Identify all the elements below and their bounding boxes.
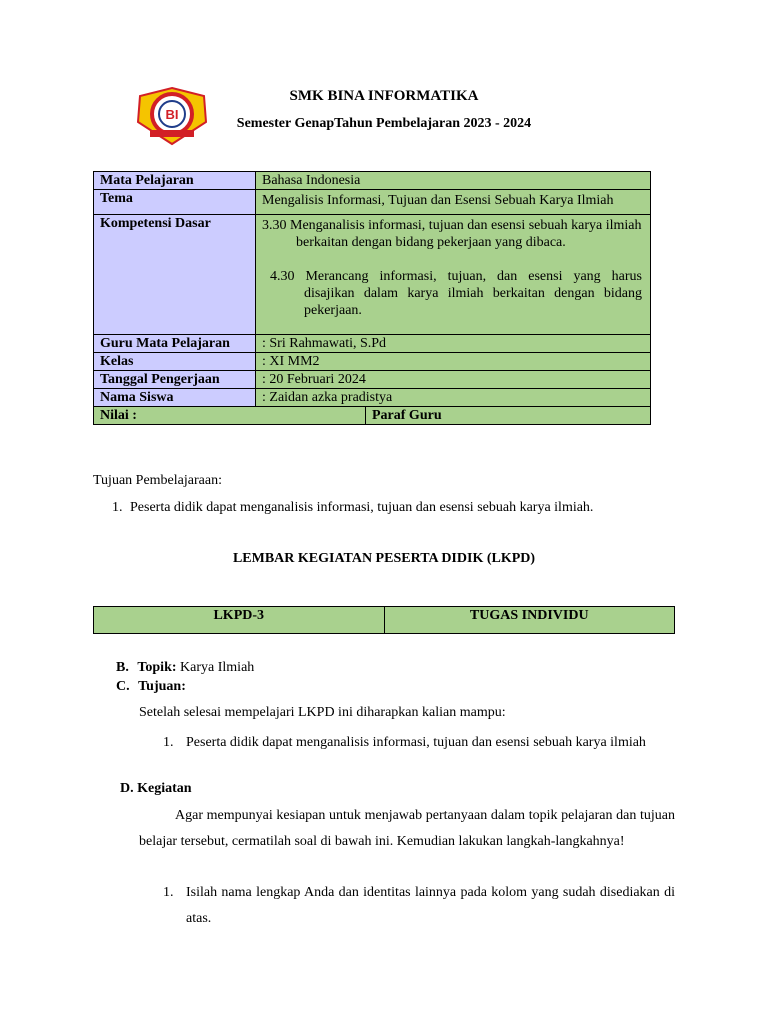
section-marker: C. — [116, 679, 130, 694]
table-row — [94, 607, 675, 634]
table-row — [94, 353, 651, 371]
tujuan-label: Tujuan: — [138, 679, 186, 694]
kd-item-2: 4.30 Merancang informasi, tujuan, dan esensi yang harus disajikan dalam karya ilmiah berkaitan dengan bidang pekerjaan. — [270, 269, 642, 318]
kegiatan-label: Kegiatan — [137, 781, 192, 796]
kelas-label: Kelas — [94, 353, 256, 371]
list-item: Peserta didik dapat menganalisis informasi, tujuan dan esensi sebuah karya ilmiah. — [130, 500, 594, 515]
table-row — [94, 389, 651, 407]
kd-item-1: 3.30 Menganalisis informasi, tujuan dan esensi sebuah karya ilmiah berkaitan dengan bidang pekerjaan yang dibaca. — [262, 218, 642, 250]
list-number: 1. — [163, 885, 174, 900]
list-item: Isilah nama lengkap Anda dan identitas lainnya pada kolom yang sudah disediakan di atas. — [186, 885, 675, 926]
tujuan-item — [112, 500, 593, 516]
topik-label: Topik: — [137, 660, 177, 675]
tujuan-heading: Tujuan Pembelajaraan: — [93, 473, 222, 488]
guru-value: : Sri Rahmawati, S.Pd — [256, 335, 651, 353]
nilai-label: Nilai : — [94, 407, 366, 425]
section-marker: D. — [120, 781, 134, 796]
kegiatan-paragraph: Agar mempunyai kesiapan untuk menjawab pertanyaan dalam topik pelajaran dan tujuan belajar tersebut, cermatilah soal di bawah ini. Kemudian lakukan langkah-langkahnya! — [139, 808, 675, 849]
guru-label: Guru Mata Pelajaran — [94, 335, 256, 353]
kelas-value: : XI MM2 — [256, 353, 651, 371]
mapel-label: Mata Pelajaran — [94, 172, 256, 190]
list-number: 1. — [163, 735, 174, 750]
topik-value: Karya Ilmiah — [180, 660, 255, 675]
nama-value: : Zaidan azka pradistya — [256, 389, 651, 407]
tema-label: Tema — [94, 190, 256, 215]
tanggal-label: Tanggal Pengerjaan — [94, 371, 256, 389]
lkpd-number: LKPD-3 — [94, 607, 385, 634]
section-kegiatan — [120, 781, 192, 797]
semester-title: Semester GenapTahun Pembelajaran 2023 - 2024 — [236, 116, 532, 131]
mapel-value: Bahasa Indonesia — [256, 172, 651, 190]
table-row — [94, 407, 651, 425]
nama-label: Nama Siswa — [94, 389, 256, 407]
kegiatan-list — [163, 880, 675, 932]
kd-label: Kompetensi Dasar — [94, 215, 256, 335]
lkpd-table — [93, 606, 675, 634]
tujuan-intro: Setelah selesai mempelajari LKPD ini diharapkan kalian mampu: — [139, 705, 506, 720]
table-row — [94, 371, 651, 389]
table-row — [94, 172, 651, 190]
section-tujuan — [116, 679, 186, 695]
task-type: TUGAS INDIVIDU — [384, 607, 675, 634]
lkpd-title: LEMBAR KEGIATAN PESERTA DIDIK (LKPD) — [232, 551, 536, 566]
tujuan-list — [163, 731, 675, 755]
tema-value: Mengalisis Informasi, Tujuan dan Esensi Sebuah Karya Ilmiah — [256, 190, 651, 215]
section-topik — [116, 660, 254, 676]
logo-text: BI — [165, 107, 179, 122]
tanggal-value: : 20 Februari 2024 — [256, 371, 651, 389]
table-row — [94, 335, 651, 353]
identity-table — [93, 171, 651, 425]
list-number: 1. — [112, 500, 123, 515]
table-row — [94, 215, 651, 335]
table-row — [94, 190, 651, 215]
school-name: SMK BINA INFORMATIKA — [289, 88, 479, 104]
section-marker: B. — [116, 660, 129, 675]
list-item: Peserta didik dapat menganalisis informasi, tujuan dan esensi sebuah karya ilmiah — [186, 735, 646, 750]
paraf-label: Paraf Guru — [366, 407, 651, 425]
